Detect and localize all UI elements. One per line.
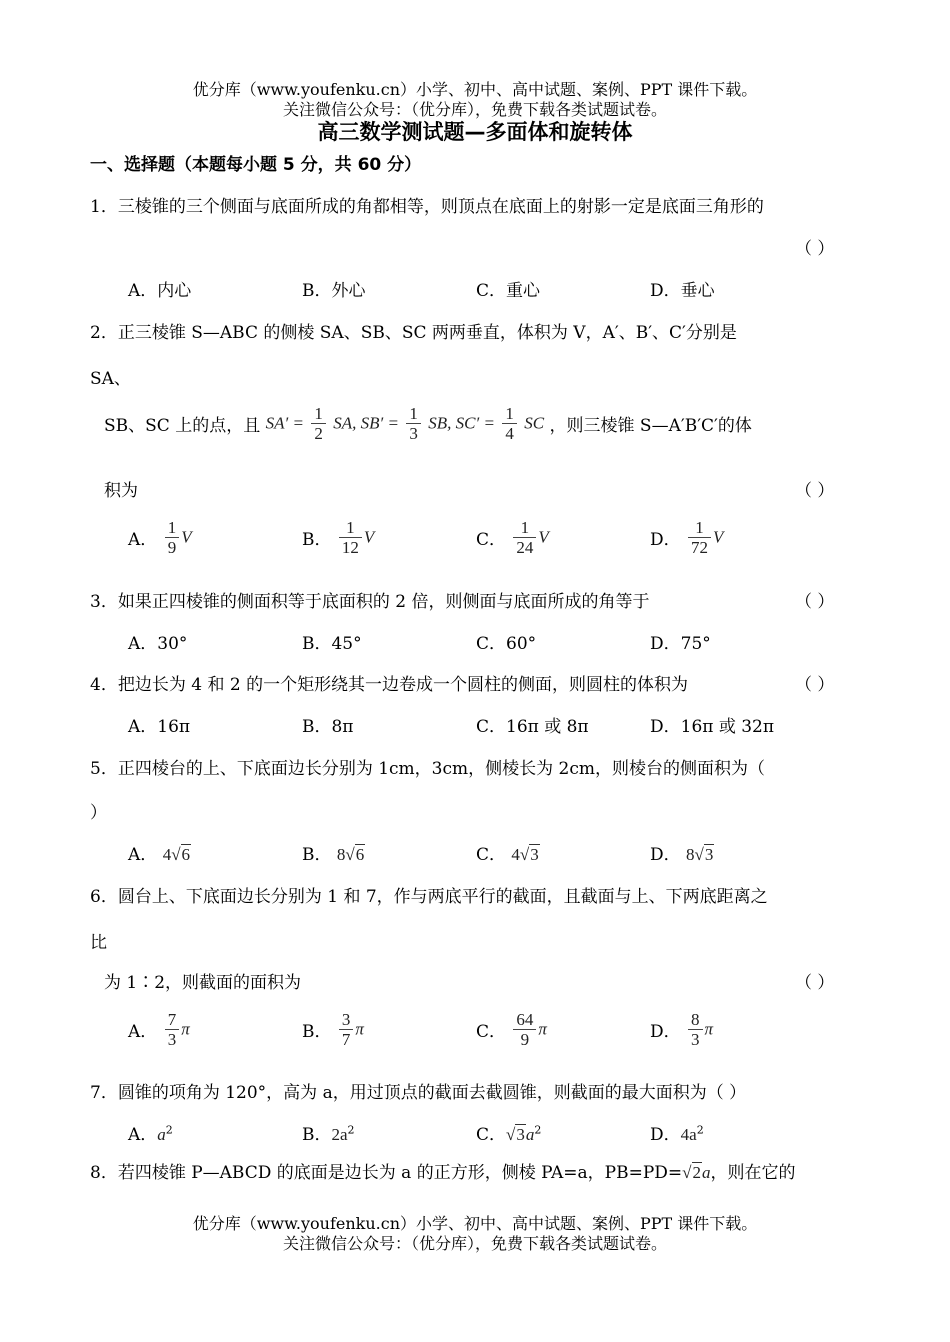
question-3-option-d: D．75° (650, 634, 711, 654)
question-1-option-a: A．内心 (128, 281, 192, 301)
option-b-den: 12 (341, 538, 359, 557)
option-a-pi: π (181, 1019, 190, 1039)
option-b-var: V (363, 527, 375, 547)
question-2-text: 2．正三棱锥 S—ABC 的侧棱 SA、SB、SC 两两垂直，体积为 V，A′、B′、C′分别是 (90, 323, 737, 343)
option-b-fraction (339, 1010, 354, 1049)
option-d-pi: π (704, 1019, 714, 1039)
question-6-text-end: 为 1∶2，则截面的面积为 (104, 973, 302, 993)
cond-frac-1-den: 2 (314, 424, 323, 443)
question-1-option-c: C．重心 (476, 281, 541, 301)
question-7-option-d (650, 1120, 704, 1145)
option-d-var: V (713, 527, 724, 547)
option-c-label: C． (476, 1125, 507, 1145)
question-5-option-b (302, 840, 365, 865)
option-c-label: C． (476, 1022, 507, 1042)
option-c-radical: 4√3 (511, 845, 539, 864)
cond-frac-3-num: 1 (502, 404, 517, 424)
option-d-label: D． (650, 1022, 681, 1042)
option-a-label: A． (128, 1125, 158, 1145)
option-c-pi: π (538, 1019, 547, 1039)
cond-frac-3 (502, 404, 517, 443)
option-c-radicand: 3 (530, 845, 539, 864)
question-2-answer-blank: （ ） (795, 481, 835, 501)
option-a-num: 1 (165, 518, 180, 538)
question-1-option-b: B．外心 (302, 281, 366, 301)
option-a-fraction (165, 1010, 180, 1049)
question-5-text: 5．正四棱台的上、下底面边长分别为 1cm，3cm，侧棱长为 2cm，则棱台的侧面积为（ (90, 759, 765, 779)
option-a-base: a (157, 1125, 166, 1144)
header-line-1: 优分库（www.youfenku.cn）小学、初中、高中试题、案例、PPT 课件下载。 (192, 80, 758, 99)
question-2-text-cont: SA、 (90, 369, 131, 389)
question-2-condition-suffix: ，则三棱锥 S—A′B′C′的体 (549, 416, 752, 436)
option-d-label: D． (650, 845, 681, 865)
option-a-den: 9 (167, 538, 177, 557)
cond-sc-label: SB, SC′ = (428, 413, 495, 433)
question-2-condition-line (104, 404, 752, 443)
option-b-fraction (339, 518, 362, 557)
question-4-text: 4．把边长为 4 和 2 的一个矩形绕其一边卷成一个圆柱的侧面，则圆柱的体积为 (90, 675, 689, 695)
option-b-label: B． (302, 530, 332, 550)
question-6-option-b (302, 1010, 364, 1049)
option-b-radical: 8√6 (336, 845, 365, 864)
question-2-option-a (128, 518, 192, 557)
option-c-den: 24 (516, 538, 534, 557)
question-4-option-a: A．16π (128, 717, 191, 737)
question-2-option-d (650, 518, 723, 557)
question-7-option-c (476, 1120, 541, 1145)
question-7-text: 7．圆锥的项角为 120°，高为 a，用过顶点的截面去截圆锥，则截面的最大面积为（ ） (90, 1083, 747, 1103)
option-d-radicand: 3 (704, 845, 714, 864)
option-c-fraction (513, 1010, 536, 1049)
option-c-radical: √3 (506, 1125, 525, 1144)
option-d-den: 72 (691, 538, 709, 557)
option-c-num: 64 (513, 1010, 536, 1030)
cond-sc-end: SC (524, 413, 545, 433)
question-8-var: a (702, 1163, 711, 1182)
question-6-option-d (650, 1010, 713, 1049)
question-3-text: 3．如果正四棱锥的侧面积等于底面积的 2 倍，则侧面与底面所成的角等于 (90, 592, 650, 612)
option-a-exponent: 2 (165, 1123, 173, 1137)
footer-line-1: 优分库（www.youfenku.cn）小学、初中、高中试题、案例、PPT 课件下载。 (192, 1214, 758, 1233)
option-b-coef: 8 (336, 845, 346, 864)
option-c-var: a (525, 1125, 535, 1144)
question-3-answer-blank: （ ） (795, 592, 835, 612)
cond-frac-2 (406, 404, 421, 443)
question-6-text: 6．圆台上、下底面边长分别为 1 和 7，作与两底平行的截面，且截面与上、下两底距离之 (90, 887, 768, 907)
option-b-pi: π (355, 1019, 364, 1039)
cond-frac-1-num: 1 (311, 404, 326, 424)
question-5-option-c (476, 840, 540, 865)
question-8-line (90, 1158, 796, 1183)
question-2-option-c (476, 518, 549, 557)
option-b-den: 7 (341, 1030, 351, 1049)
question-8-text-end: ，则在它的 (710, 1163, 796, 1183)
option-d-den: 3 (691, 1030, 700, 1049)
question-2-text-end: 积为 (104, 481, 138, 501)
option-d-fraction (688, 518, 711, 557)
question-3-option-c: C．60° (476, 634, 537, 654)
cond-sa-label: SA′ = (265, 413, 304, 433)
option-b-label: B． (302, 1125, 332, 1145)
option-b-exponent: 2 (347, 1123, 355, 1137)
option-d-label: D． (650, 1125, 681, 1145)
option-b-base: 2a (331, 1125, 348, 1144)
question-4-option-d: D．16π 或 32π (650, 717, 775, 737)
option-b-label: B． (302, 845, 332, 865)
option-d-exponent: 2 (696, 1123, 704, 1137)
option-a-label: A． (128, 1022, 158, 1042)
option-c-coef: 4 (511, 845, 520, 864)
question-1-option-d: D．垂心 (650, 281, 715, 301)
option-a-num: 7 (165, 1010, 180, 1030)
question-5-option-a (128, 840, 191, 865)
option-c-radicand: 3 (516, 1125, 525, 1144)
option-c-label: C． (476, 530, 507, 550)
question-8-radicand: 2 (692, 1163, 701, 1182)
question-3-option-b: B．45° (302, 634, 362, 654)
question-1-answer-blank: （ ） (795, 239, 835, 259)
option-a-den: 3 (167, 1030, 177, 1049)
question-2-option-b (302, 518, 374, 557)
option-d-base: 4a (680, 1125, 697, 1144)
option-a-label: A． (128, 845, 158, 865)
option-d-coef: 8 (686, 845, 695, 864)
cond-sb-label: SA, SB′ = (333, 413, 399, 433)
option-d-radical: 8√3 (686, 845, 714, 864)
option-d-num: 1 (688, 518, 711, 538)
option-c-exponent: 2 (534, 1123, 542, 1137)
question-6-text-cont: 比 (90, 933, 107, 953)
header-line-2: 关注微信公众号：（优分库），免费下载各类试题试卷。 (282, 100, 667, 119)
option-a-fraction (165, 518, 180, 557)
question-7-option-b (302, 1120, 355, 1145)
option-c-den: 9 (520, 1030, 530, 1049)
question-3-option-a: A．30° (128, 634, 188, 654)
option-c-var: V (538, 527, 549, 547)
option-b-num: 1 (339, 518, 362, 538)
question-1-text: 1．三棱锥的三个侧面与底面所成的角都相等，则顶点在底面上的射影一定是底面三角形的 (90, 197, 764, 217)
option-d-fraction (688, 1010, 703, 1049)
section-heading: 一、选择题（本题每小题 5 分，共 60 分） (90, 155, 422, 175)
option-c-label: C． (476, 845, 507, 865)
cond-frac-3-den: 4 (505, 424, 514, 443)
option-a-var: V (181, 527, 192, 547)
option-c-num: 1 (513, 518, 536, 538)
option-a-label: A． (128, 530, 158, 550)
cond-frac-2-den: 3 (409, 424, 418, 443)
option-a-radical: 4√6 (162, 845, 191, 864)
question-2-condition-prefix: SB、SC 上的点，且 (104, 416, 261, 436)
option-b-num: 3 (339, 1010, 354, 1030)
question-5-text-cont: ） (90, 803, 107, 823)
page-title: 高三数学测试题—多面体和旋转体 (317, 120, 633, 144)
question-8-radical: √2 (682, 1163, 701, 1182)
question-4-answer-blank: （ ） (795, 675, 835, 695)
option-a-coef: 4 (162, 845, 172, 864)
question-4-option-b: B．8π (302, 717, 354, 737)
option-c-fraction (513, 518, 536, 557)
option-b-label: B． (302, 1022, 332, 1042)
question-6-option-a (128, 1010, 190, 1049)
option-a-radicand: 6 (181, 845, 191, 864)
option-d-num: 8 (688, 1010, 703, 1030)
footer-line-2: 关注微信公众号：（优分库），免费下载各类试题试卷。 (282, 1234, 667, 1253)
question-8-text: 8．若四棱锥 P—ABCD 的底面是边长为 a 的正方形，侧棱 PA=a，PB=PD= (90, 1163, 683, 1183)
question-6-answer-blank: （ ） (795, 973, 835, 993)
question-7-option-a (128, 1120, 173, 1145)
option-b-radicand: 6 (355, 845, 365, 864)
question-4-option-c: C．16π 或 8π (476, 717, 589, 737)
cond-frac-1 (311, 404, 326, 443)
option-d-label: D． (650, 530, 681, 550)
cond-frac-2-num: 1 (406, 404, 421, 424)
question-5-option-d (650, 840, 714, 865)
question-6-option-c (476, 1010, 547, 1049)
